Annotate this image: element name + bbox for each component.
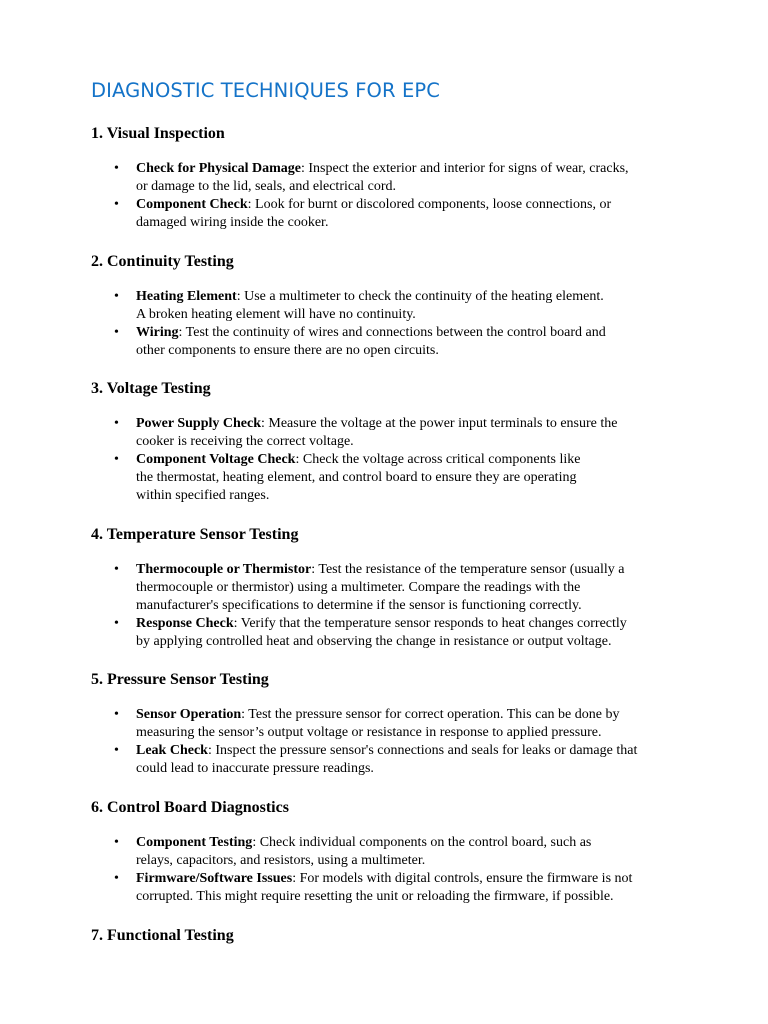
section-heading: 2. Continuity Testing xyxy=(91,253,234,270)
item-text: corrupted. This might require resetting the unit or reloading the firmware, if possible. xyxy=(136,889,614,904)
item-text: : Test the resistance of the temperature sensor (usually a xyxy=(311,562,625,577)
item-text: within specified ranges. xyxy=(136,488,270,503)
section-heading: 6. Control Board Diagnostics xyxy=(91,799,289,816)
item-text: thermocouple or thermistor) using a multimeter. Compare the readings with the xyxy=(136,580,581,595)
item-text: damaged wiring inside the cooker. xyxy=(136,215,329,230)
list-item xyxy=(0,415,681,451)
bullet-list xyxy=(0,415,768,505)
bullet-list xyxy=(0,160,768,232)
list-item xyxy=(0,561,681,615)
list-item xyxy=(0,160,681,196)
item-text: could lead to inaccurate pressure readings. xyxy=(136,761,374,776)
item-term: Component Voltage Check xyxy=(136,452,296,467)
item-text: : Look for burnt or discolored components, loose connections, or xyxy=(247,197,612,212)
item-text: : Verify that the temperature sensor responds to heat changes correctly xyxy=(233,616,627,631)
item-term: Heating Element xyxy=(136,289,237,304)
item-term: Firmware/Software Issues xyxy=(136,871,293,886)
item-text: : Inspect the pressure sensor's connections and seals for leaks or damage that xyxy=(207,743,638,758)
section-heading: 3. Voltage Testing xyxy=(91,380,211,397)
item-text: : Measure the voltage at the power input terminals to ensure the xyxy=(260,416,618,431)
item-text: by applying controlled heat and observing the change in resistance or output voltage. xyxy=(136,634,612,649)
item-term: Check for Physical Damage xyxy=(136,161,301,176)
bullet-list xyxy=(0,561,768,651)
item-text: : For models with digital controls, ensure the firmware is not xyxy=(292,871,633,886)
item-text: : Test the pressure sensor for correct operation. This can be done by xyxy=(241,707,620,722)
bullet-icon: • xyxy=(114,835,119,850)
list-item xyxy=(0,196,681,232)
bullet-icon: • xyxy=(114,562,119,577)
section-heading: 7. Functional Testing xyxy=(91,927,234,944)
bullet-list xyxy=(0,834,768,906)
bullet-icon: • xyxy=(114,416,119,431)
section-heading: 1. Visual Inspection xyxy=(91,125,225,142)
list-item xyxy=(0,834,681,870)
item-text: : Inspect the exterior and interior for signs of wear, cracks, xyxy=(301,161,629,176)
bullet-icon: • xyxy=(114,743,119,758)
item-term: Wiring xyxy=(136,325,179,340)
list-item xyxy=(0,870,681,906)
item-text: measuring the sensor’s output voltage or resistance in response to applied pressure. xyxy=(136,725,602,740)
list-item xyxy=(0,615,681,651)
item-term: Component Check xyxy=(136,197,248,212)
section-heading: 4. Temperature Sensor Testing xyxy=(91,526,299,543)
item-text: the thermostat, heating element, and control board to ensure they are operating xyxy=(136,470,577,485)
item-term: Sensor Operation xyxy=(136,707,242,722)
document-title: DIAGNOSTIC TECHNIQUES FOR EPC xyxy=(91,79,440,102)
bullet-icon: • xyxy=(114,197,119,212)
item-text: : Check individual components on the control board, such as xyxy=(252,835,592,850)
list-item xyxy=(0,451,681,505)
item-text: cooker is receiving the correct voltage. xyxy=(136,434,354,449)
item-term: Power Supply Check xyxy=(136,416,261,431)
item-text: other components to ensure there are no open circuits. xyxy=(136,343,439,358)
item-text: : Use a multimeter to check the continuity of the heating element. xyxy=(236,289,604,304)
bullet-icon: • xyxy=(114,161,119,176)
bullet-list xyxy=(0,288,768,360)
item-text: A broken heating element will have no continuity. xyxy=(136,307,416,322)
bullet-icon: • xyxy=(114,289,119,304)
item-text: : Test the continuity of wires and connections between the control board and xyxy=(178,325,606,340)
list-item xyxy=(0,288,681,324)
bullet-icon: • xyxy=(114,452,119,467)
bullet-icon: • xyxy=(114,871,119,886)
bullet-icon: • xyxy=(114,616,119,631)
item-term: Leak Check xyxy=(136,743,208,758)
item-text: manufacturer's specifications to determine if the sensor is functioning correctly. xyxy=(136,598,582,613)
list-item xyxy=(0,706,681,742)
list-item xyxy=(0,324,681,360)
bullet-list xyxy=(0,706,768,778)
list-item xyxy=(0,742,681,778)
item-text: : Check the voltage across critical components like xyxy=(295,452,581,467)
item-term: Component Testing xyxy=(136,835,253,850)
item-text: or damage to the lid, seals, and electrical cord. xyxy=(136,179,397,194)
bullet-icon: • xyxy=(114,707,119,722)
section-heading: 5. Pressure Sensor Testing xyxy=(91,671,269,688)
item-term: Thermocouple or Thermistor xyxy=(136,562,312,577)
bullet-icon: • xyxy=(114,325,119,340)
item-text: relays, capacitors, and resistors, using a multimeter. xyxy=(136,853,426,868)
item-term: Response Check xyxy=(136,616,234,631)
